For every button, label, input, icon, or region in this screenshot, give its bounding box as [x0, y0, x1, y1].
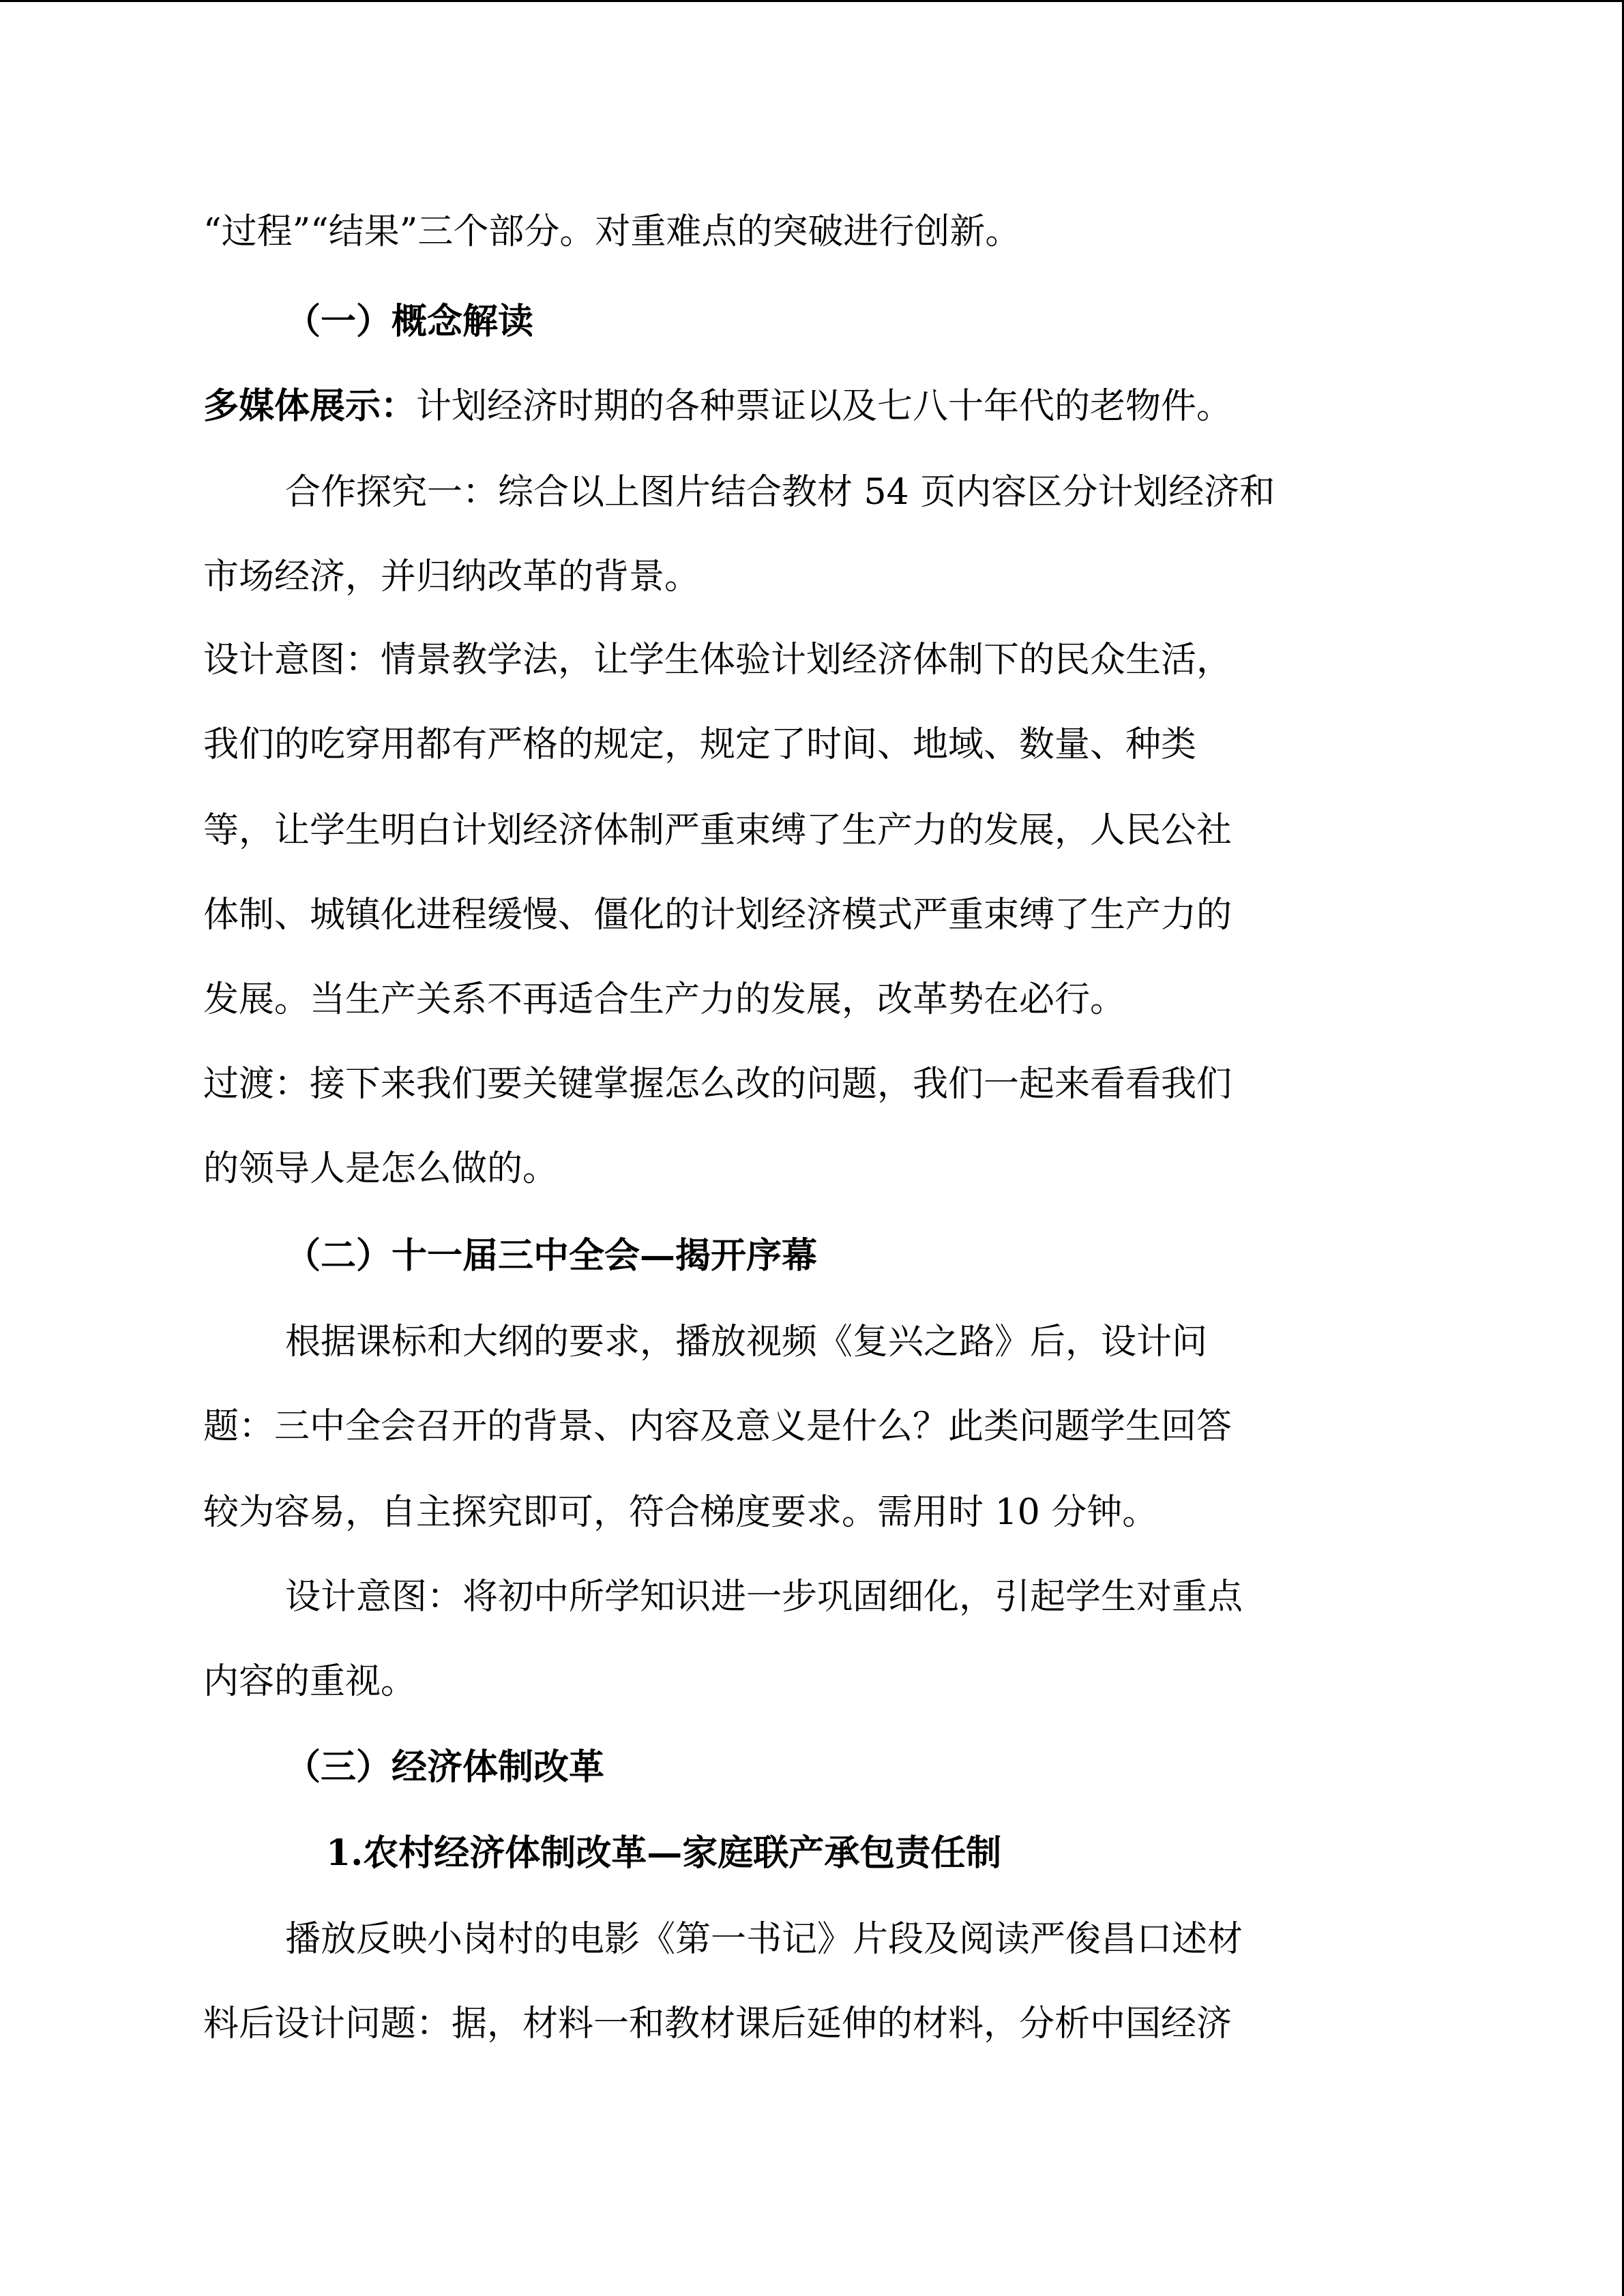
paragraph-line: 根据课标和大纲的要求，播放视频《复兴之路》后，设计问: [285, 1322, 1208, 1362]
paragraph-line: 内容的重视。: [203, 1661, 417, 1702]
paragraph-line: 体制、城镇化进程缓慢、僵化的计划经济模式严重束缚了生产力的: [203, 895, 1232, 936]
paragraph-line: 题：三中全会召开的背景、内容及意义是什么？此类问题学生回答: [203, 1406, 1232, 1447]
paragraph-line: 料后设计问题：据，材料一和教材课后延伸的材料，分析中国经济: [203, 2003, 1232, 2044]
paragraph-line: 设计意图：情景教学法，让学生体验计划经济体制下的民众生活，: [203, 640, 1232, 681]
paragraph-line: 设计意图：将初中所学知识进一步巩固细化，引起学生对重点: [285, 1577, 1243, 1617]
paragraph-line: 的领导人是怎么做的。: [203, 1148, 559, 1189]
paragraph-line: 我们的吃穿用都有严格的规定，规定了时间、地域、数量、种类: [203, 724, 1197, 765]
multimedia-label: 多媒体展示：: [203, 385, 417, 427]
multimedia-text: 计划经济时期的各种票证以及七八十年代的老物件。: [416, 386, 1232, 427]
paragraph-line: 等，让学生明白计划经济体制严重束缚了生产力的发展，人民公社: [203, 810, 1232, 851]
paragraph-line: “过程”“结果”三个部分。对重难点的突破进行创新。: [203, 211, 1021, 252]
subsection-heading-rural-reform: 1.农村经济体制改革—家庭联产承包责任制: [326, 1832, 1002, 1874]
section-heading-concept: （一）概念解读: [285, 301, 534, 342]
paragraph-line: 播放反映小岗村的电影《第一书记》片段及阅读严俊昌口述材: [285, 1919, 1243, 1960]
section-heading-reform: （三）经济体制改革: [285, 1746, 605, 1788]
paragraph-line: 较为容易，自主探究即可，符合梯度要求。需用时 10 分钟。: [203, 1492, 1158, 1533]
paragraph-line-multimedia: [203, 385, 1232, 428]
paragraph-line: 发展。当生产关系不再适合生产力的发展，改革势在必行。: [203, 979, 1126, 1020]
paragraph-line: 合作探究一：综合以上图片结合教材 54 页内容区分计划经济和: [285, 472, 1275, 513]
paragraph-line: 过渡：接下来我们要关键掌握怎么改的问题，我们一起来看看我们: [203, 1064, 1232, 1105]
section-heading-plenum: （二）十一届三中全会—揭开序幕: [285, 1235, 818, 1277]
paragraph-line: 市场经济，并归纳改革的背景。: [203, 556, 700, 597]
